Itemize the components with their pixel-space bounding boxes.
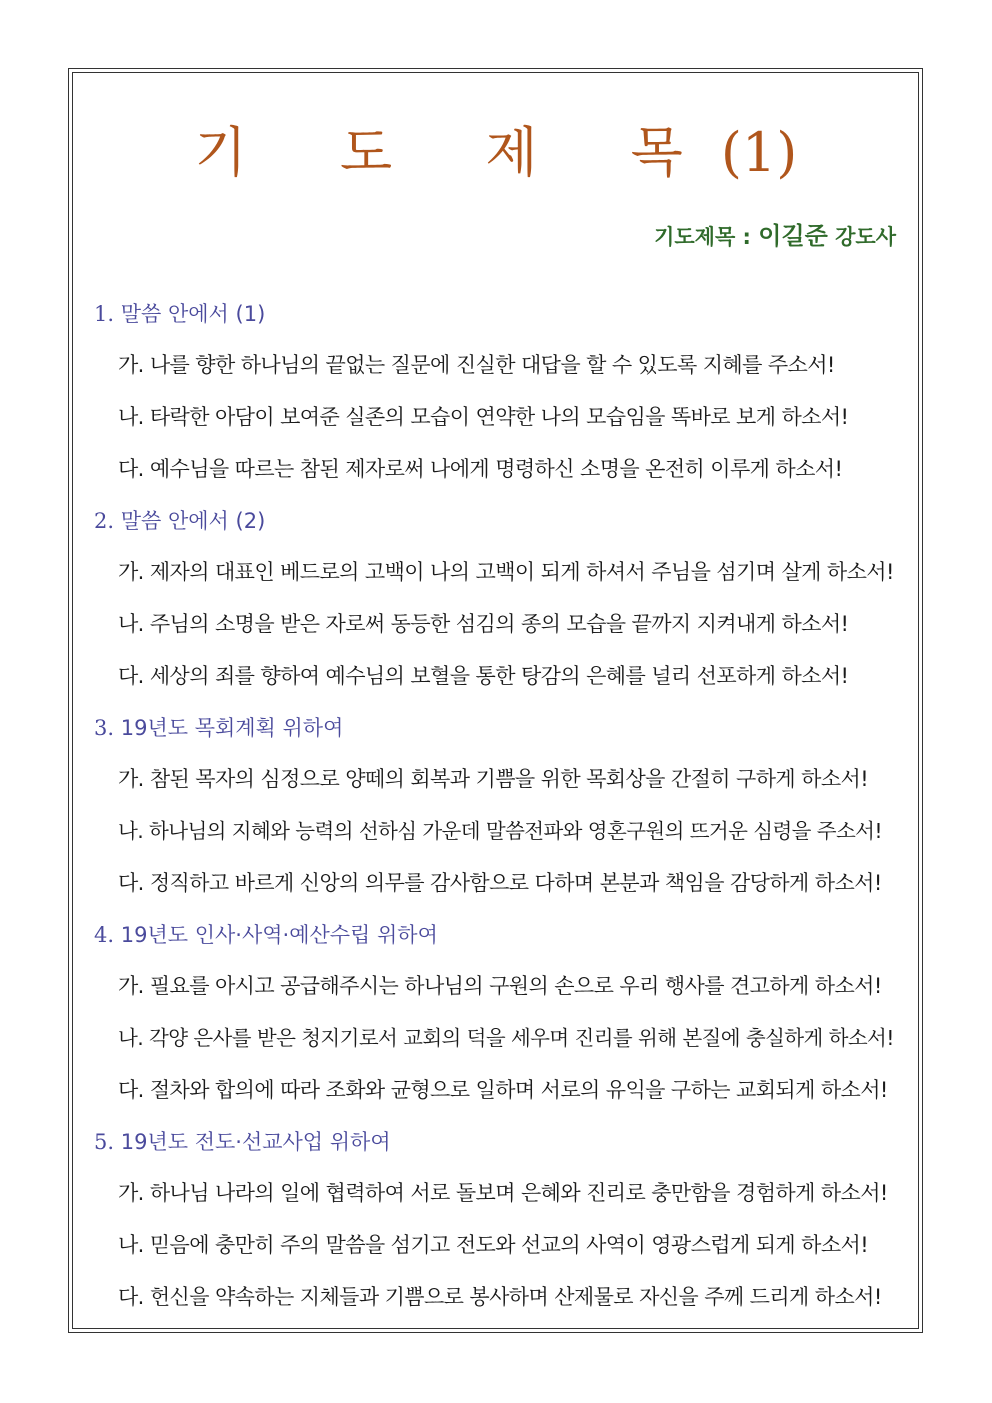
section-number: 5. (94, 1130, 115, 1154)
prayer-item: 다. 정직하고 바르게 신앙의 의무를 감사함으로 다하며 본분과 책임을 감당하게 하소서! (118, 871, 882, 895)
prayer-item: 다. 예수님을 따르는 참된 제자로써 나에게 명령하신 소명을 온전히 이루게 하소서! (118, 457, 843, 481)
prayer-item: 가. 제자의 대표인 베드로의 고백이 나의 고백이 되게 하셔서 주님을 섬기며 살게 하소서! (118, 560, 894, 584)
prayer-item: 나. 하나님의 지혜와 능력의 선하심 가운데 말씀전파와 영혼구원의 뜨거운 심령을 주소서! (118, 819, 883, 843)
section-heading (94, 706, 896, 757)
section-heading-text: 말씀 안에서 (1) (120, 302, 266, 326)
author-role: 강도사 (835, 225, 896, 249)
prayer-item: 나. 타락한 아담이 보여준 실존의 모습이 연약한 나의 모습임을 똑바로 보게 하소서! (118, 405, 849, 429)
section-heading (94, 292, 896, 343)
prayer-list (94, 292, 896, 1327)
section-heading-text: 19년도 인사·사역·예산수립 위하여 (120, 923, 438, 947)
section-number: 4. (94, 923, 115, 947)
section-heading (94, 913, 896, 964)
prayer-item: 다. 헌신을 약속하는 지체들과 기쁨으로 봉사하며 산제물로 자신을 주께 드리게 하소서! (118, 1285, 882, 1309)
prayer-item: 가. 참된 목자의 심정으로 양떼의 회복과 기쁨을 위한 목회상을 간절히 구하게 하소서! (118, 767, 869, 791)
title-number: (1) (720, 121, 798, 184)
section-number: 3. (94, 716, 115, 740)
prayer-item: 다. 절차와 합의에 따라 조화와 균형으로 일하며 서로의 유익을 구하는 교회되게 하소서! (118, 1078, 888, 1102)
section-heading-text: 말씀 안에서 (2) (120, 509, 266, 533)
prayer-item: 가. 나를 향한 하나님의 끝없는 질문에 진실한 대답을 할 수 있도록 지혜를 주소서! (118, 353, 835, 377)
prayer-item: 가. 필요를 아시고 공급해주시는 하나님의 구원의 손으로 우리 행사를 견고하게 하소서! (118, 974, 882, 998)
prayer-item: 가. 하나님 나라의 일에 협력하여 서로 돌보며 은혜와 진리로 충만함을 경험하게 하소서! (118, 1181, 888, 1205)
prayer-item: 나. 주님의 소명을 받은 자로써 동등한 섬김의 종의 모습을 끝까지 지켜내게 하소서! (118, 612, 849, 636)
title-text: 기 도 제 목 (194, 121, 721, 184)
section-heading-text: 19년도 목회계획 위하여 (120, 716, 344, 740)
page-title (0, 118, 992, 188)
prayer-item: 나. 각양 은사를 받은 청지기로서 교회의 덕을 세우며 진리를 위해 본질에 충실하게 하소서! (118, 1026, 894, 1050)
author-line (654, 220, 896, 253)
section-heading-text: 19년도 전도·선교사업 위하여 (120, 1130, 391, 1154)
prayer-item: 다. 세상의 죄를 향하여 예수님의 보혈을 통한 탕감의 은혜를 널리 선포하게 하소서! (118, 664, 849, 688)
section-number: 2. (94, 509, 115, 533)
section-number: 1. (94, 302, 115, 326)
author-label: 기도제목 : (654, 225, 751, 249)
prayer-item: 나. 믿음에 충만히 주의 말씀을 섬기고 전도와 선교의 사역이 영광스럽게 되게 하소서! (118, 1233, 869, 1257)
section-heading (94, 1120, 896, 1171)
author-name: 이길준 (758, 222, 828, 250)
section-heading (94, 499, 896, 550)
